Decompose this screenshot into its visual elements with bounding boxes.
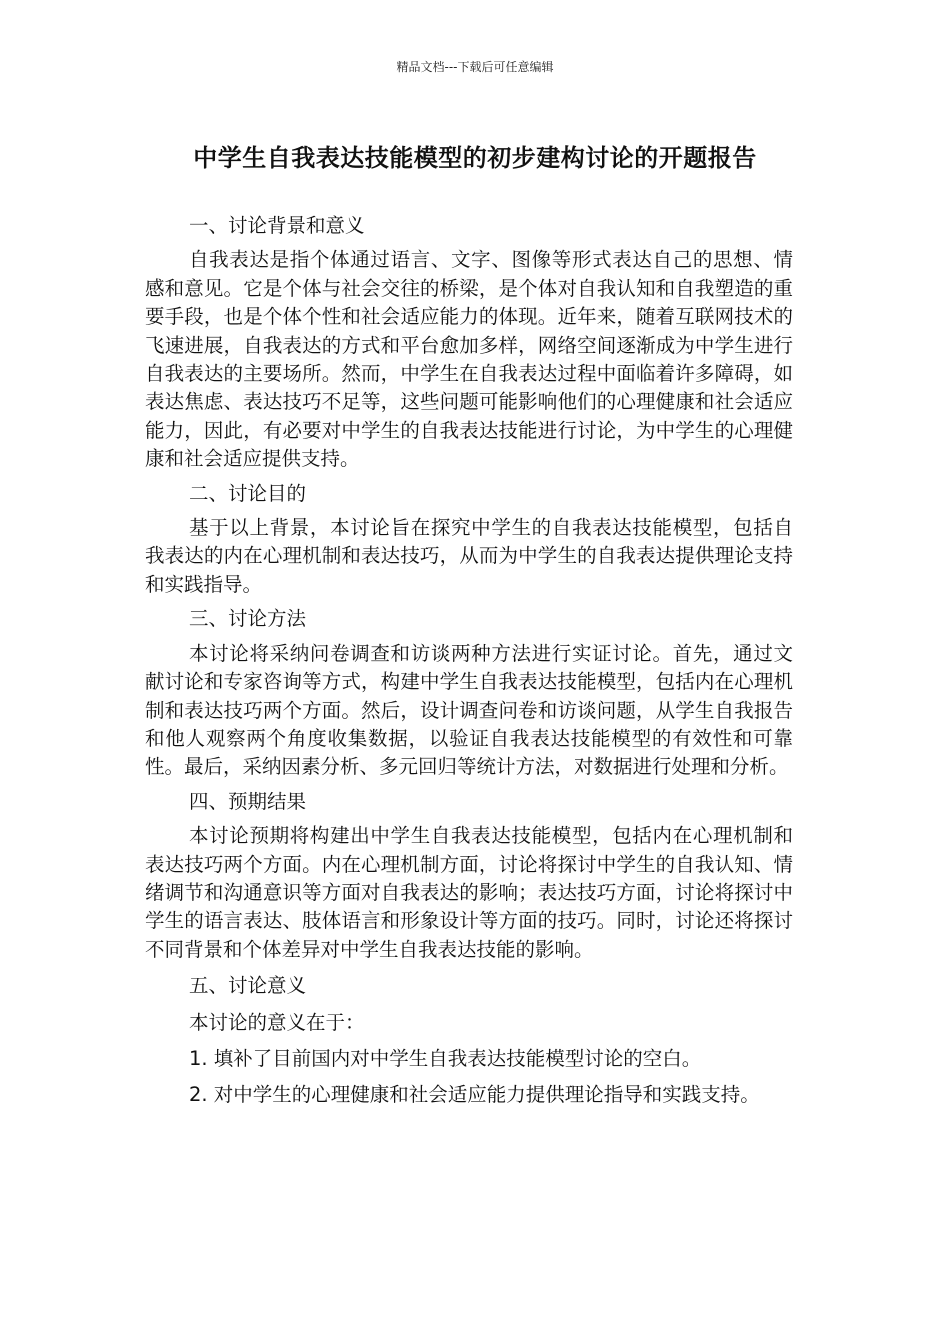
document-title: 中学生自我表达技能模型的初步建构讨论的开题报告 <box>193 144 757 172</box>
section-heading-expected-results: 四、预期结果 <box>189 789 307 813</box>
section-heading-method: 三、讨论方法 <box>189 607 307 631</box>
section-intro-significance: 本讨论的意义在于： <box>189 1010 365 1034</box>
document-body <box>145 212 793 1110</box>
list-item: 1. 填补了目前国内对中学生自我表达技能模型讨论的空白。 <box>189 1046 702 1070</box>
section-body-method: 本讨论将采纳问卷调查和访谈两种方法进行实证讨论。首先，通过文献讨论和专家咨询等方式，构建中学生自我表达技能模型，包括内在心理机制和表达技巧两个方面。然后，设计调查问卷和访谈问题，从学生自我报告和他人观察两个角度收集数据，以验证自我表达技能模型的有效性和可靠性。最后，采纳因素分析、多元回归等统计方法，对数据进行处理和分析。 <box>145 641 793 779</box>
section-body-background: 自我表达是指个体通过语言、文字、图像等形式表达自己的思想、情感和意见。它是个体与社会交往的桥梁，是个体对自我认知和自我塑造的重要手段，也是个体个性和社会适应能力的体现。近年来，随着互联网技术的飞速进展，自我表达的方式和平台愈加多样，网络空间逐渐成为中学生进行自我表达的主要场所。然而，中学生在自我表达过程中面临着许多障碍，如表达焦虑、表达技巧不足等，这些问题可能影响他们的心理健康和社会适应能力，因此，有必要对中学生的自我表达技能进行讨论，为中学生的心理健康和社会适应提供支持。 <box>145 248 793 471</box>
section-heading-purpose: 二、讨论目的 <box>189 481 307 505</box>
section-heading-background: 一、讨论背景和意义 <box>189 214 365 237</box>
list-item: 2. 对中学生的心理健康和社会适应能力提供理论指导和实践支持。 <box>189 1083 760 1107</box>
section-body-expected-results: 本讨论预期将构建出中学生自我表达技能模型，包括内在心理机制和表达技巧两个方面。内在心理机制方面，讨论将探讨中学生的自我认知、情绪调节和沟通意识等方面对自我表达的影响；表达技巧方面，讨论将探讨中学生的语言表达、肢体语言和形象设计等方面的技巧。同时，讨论还将探讨不同背景和个体差异对中学生自我表达技能的影响。 <box>145 824 793 961</box>
section-heading-significance: 五、讨论意义 <box>189 974 307 998</box>
section-body-purpose: 基于以上背景，本讨论旨在探究中学生的自我表达技能模型，包括自我表达的内在心理机制和表达技巧，从而为中学生的自我表达提供理论支持和实践指导。 <box>145 516 793 596</box>
header-note: 精品文档---下载后可任意编辑 <box>396 60 554 74</box>
